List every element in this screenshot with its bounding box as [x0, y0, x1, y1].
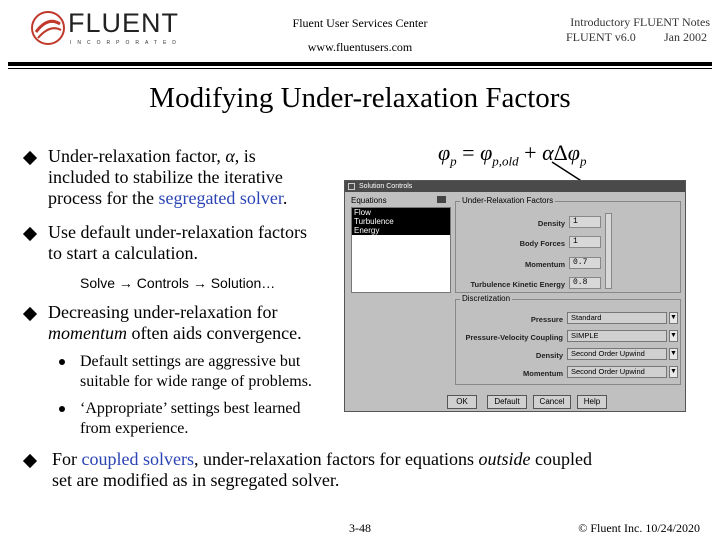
equation-item-energy[interactable]: Energy [352, 226, 450, 235]
header-url[interactable]: www.fluentusers.com [307, 40, 413, 54]
tke-urf-label: Turbulence Kinetic Energy [470, 280, 565, 289]
pressure-scheme-label: Pressure [530, 315, 563, 324]
chevron-down-icon[interactable]: ▼ [669, 366, 678, 378]
density-urf-label: Density [537, 219, 565, 228]
cancel-button[interactable]: Cancel [533, 395, 571, 409]
copyright: © Fluent Inc. 10/24/2020 [578, 521, 700, 535]
ok-button[interactable]: OK [447, 395, 477, 409]
bullet-coupled: For coupled solvers, under-relaxation factors for equations outside coupled set are modified as in segregated solver. [52, 449, 593, 490]
window-menu-icon[interactable] [348, 183, 355, 190]
bullet-icon [23, 454, 37, 468]
header-date: Jan 2002 [664, 30, 707, 44]
density-scheme-select[interactable]: Second Order Upwind [567, 348, 667, 360]
dialog-titlebar[interactable]: Solution Controls [345, 181, 685, 192]
header-org: Fluent User Services Center [292, 16, 428, 30]
bullet-icon [23, 227, 37, 241]
equation-item-turbulence[interactable]: Turbulence [352, 217, 450, 226]
fluent-logo-icon [30, 10, 66, 46]
equations-label: Equations [351, 196, 387, 205]
momentum-scheme-label: Momentum [523, 369, 563, 378]
momentum-scheme-select[interactable]: Second Order Upwind [567, 366, 667, 378]
logo-text: FLUENT [68, 8, 180, 38]
bullet-icon [23, 307, 37, 321]
tke-urf-input[interactable]: 0.8 [569, 277, 601, 289]
menu-path: Solve → Controls → Solution… [80, 275, 276, 291]
chevron-down-icon[interactable]: ▼ [669, 312, 678, 324]
urf-group-label: Under-Relaxation Factors [462, 196, 554, 205]
urf-equation: $\varphi_p = \varphi_{p,old} + \alpha\Delta\varphi_p$ [438, 140, 587, 169]
solution-controls-dialog [344, 180, 686, 412]
pv-coupling-select[interactable]: SIMPLE [567, 330, 667, 342]
body-forces-urf-input[interactable]: 1 [569, 236, 601, 248]
momentum-urf-label: Momentum [525, 260, 565, 269]
coupled-solvers-link[interactable]: coupled solvers [81, 449, 194, 469]
body-forces-urf-label: Body Forces [519, 239, 565, 248]
equations-list[interactable] [351, 207, 451, 293]
discretization-group-label: Discretization [462, 294, 511, 303]
bullet-underrelaxation: Under-relaxation factor, α, is included to stabilize the iterative process for the segregated solver. [48, 146, 288, 208]
header-rule [8, 62, 712, 66]
chevron-down-icon[interactable]: ▼ [669, 348, 678, 360]
subbullet-appropriate: ‘Appropriate’ settings best learned from experience. [80, 400, 301, 437]
pressure-scheme-select[interactable]: Standard [567, 312, 667, 324]
sub-bullet-icon [59, 406, 65, 412]
list-scroll-icon[interactable] [437, 196, 446, 203]
slide-title: Modifying Under-relaxation Factors [149, 82, 571, 114]
segregated-solver-link[interactable]: segregated solver [158, 188, 283, 208]
bullet-defaults: Use default under-relaxation factors to start a calculation. [48, 222, 308, 263]
chevron-down-icon[interactable]: ▼ [669, 330, 678, 342]
subbullet-aggressive: Default settings are aggressive but suitable for wide range of problems. [80, 353, 312, 390]
pv-coupling-label: Pressure-Velocity Coupling [465, 333, 563, 342]
sub-bullet-icon [59, 359, 65, 365]
header-notes-title: Introductory FLUENT Notes [570, 15, 710, 29]
momentum-urf-input[interactable]: 0.7 [569, 257, 601, 269]
logo-subtitle: INCORPORATED [70, 40, 182, 46]
default-button[interactable]: Default [487, 395, 527, 409]
header-version: FLUENT v6.0 [566, 30, 636, 44]
density-scheme-label: Density [535, 351, 563, 360]
bullet-momentum: Decreasing under-relaxation for momentum often aids convergence. [48, 302, 302, 343]
density-urf-input[interactable]: 1 [569, 216, 601, 228]
page-number: 3-48 [349, 521, 371, 535]
bullet-icon [23, 151, 37, 165]
urf-scrollbar[interactable] [605, 213, 612, 289]
help-button[interactable]: Help [577, 395, 607, 409]
equation-item-flow[interactable]: Flow [352, 208, 450, 217]
header-rule-thin [8, 68, 712, 69]
